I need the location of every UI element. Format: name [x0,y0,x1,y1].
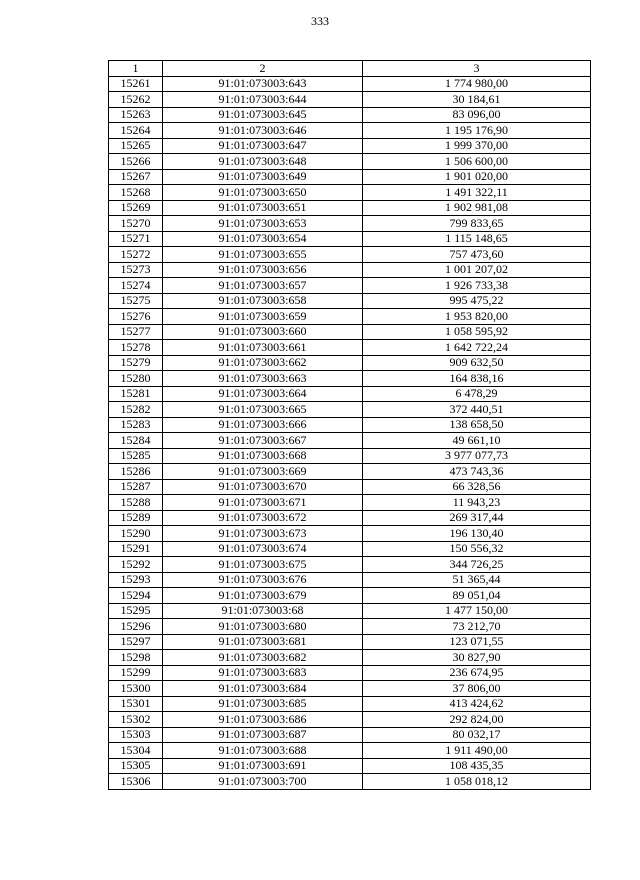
value-cell: 49 661,10 [363,433,591,449]
cadastral-number-cell: 91:01:073003:650 [163,185,363,201]
table-row [109,433,591,449]
table-row [109,479,591,495]
table-row [109,603,591,619]
value-cell: 269 317,44 [363,510,591,526]
cadastral-number-cell: 91:01:073003:700 [163,774,363,790]
value-cell: 757 473,60 [363,247,591,263]
cadastral-number-cell: 91:01:073003:686 [163,712,363,728]
cadastral-number-cell: 91:01:073003:671 [163,495,363,511]
row-number-cell: 15290 [109,526,163,542]
row-number-cell: 15281 [109,386,163,402]
cadastral-number-cell: 91:01:073003:681 [163,634,363,650]
row-number-cell: 15265 [109,138,163,154]
row-number-cell: 15275 [109,293,163,309]
table-row [109,309,591,325]
value-cell: 1 642 722,24 [363,340,591,356]
page-number: 333 [311,14,329,28]
value-cell: 372 440,51 [363,402,591,418]
cadastral-number-cell: 91:01:073003:669 [163,464,363,480]
cadastral-number-cell: 91:01:073003:654 [163,231,363,247]
value-cell: 1 902 981,08 [363,200,591,216]
table-row [109,231,591,247]
cadastral-number-cell: 91:01:073003:643 [163,76,363,92]
cadastral-number-cell: 91:01:073003:653 [163,216,363,232]
row-number-cell: 15299 [109,665,163,681]
table-row [109,278,591,294]
row-number-cell: 15286 [109,464,163,480]
row-number-cell: 15302 [109,712,163,728]
row-number-cell: 15267 [109,169,163,185]
value-cell: 164 838,16 [363,371,591,387]
table-row [109,138,591,154]
cadastral-number-cell: 91:01:073003:663 [163,371,363,387]
row-number-cell: 15261 [109,76,163,92]
row-number-cell: 15293 [109,572,163,588]
cadastral-number-cell: 91:01:073003:683 [163,665,363,681]
table-row [109,92,591,108]
column-header-3: 3 [363,61,591,77]
table-body [109,76,591,789]
row-number-cell: 15269 [109,200,163,216]
cadastral-number-cell: 91:01:073003:668 [163,448,363,464]
table-row [109,727,591,743]
table-row [109,448,591,464]
table-row [109,572,591,588]
cadastral-number-cell: 91:01:073003:664 [163,386,363,402]
cadastral-number-cell: 91:01:073003:674 [163,541,363,557]
column-header-2: 2 [163,61,363,77]
row-number-cell: 15273 [109,262,163,278]
table-row [109,758,591,774]
table-row [109,650,591,666]
row-number-cell: 15263 [109,107,163,123]
value-cell: 3 977 077,73 [363,448,591,464]
cadastral-number-cell: 91:01:073003:687 [163,727,363,743]
row-number-cell: 15301 [109,696,163,712]
row-number-cell: 15292 [109,557,163,573]
table-row [109,169,591,185]
row-number-cell: 15291 [109,541,163,557]
cadastral-number-cell: 91:01:073003:655 [163,247,363,263]
cadastral-number-cell: 91:01:073003:685 [163,696,363,712]
row-number-cell: 15300 [109,681,163,697]
value-cell: 89 051,04 [363,588,591,604]
table-row [109,712,591,728]
row-number-cell: 15306 [109,774,163,790]
table-row [109,526,591,542]
value-cell: 123 071,55 [363,634,591,650]
table-row [109,123,591,139]
cadastral-number-cell: 91:01:073003:657 [163,278,363,294]
table-row [109,107,591,123]
value-cell: 1 195 176,90 [363,123,591,139]
value-cell: 473 743,36 [363,464,591,480]
table-row [109,386,591,402]
column-header-1: 1 [109,61,163,77]
cadastral-number-cell: 91:01:073003:667 [163,433,363,449]
table-row [109,154,591,170]
cadastral-number-cell: 91:01:073003:672 [163,510,363,526]
cadastral-number-cell: 91:01:073003:666 [163,417,363,433]
cadastral-number-cell: 91:01:073003:670 [163,479,363,495]
row-number-cell: 15304 [109,743,163,759]
value-cell: 236 674,95 [363,665,591,681]
row-number-cell: 15266 [109,154,163,170]
value-cell: 1 901 020,00 [363,169,591,185]
table-row [109,634,591,650]
table-header [109,61,591,77]
cadastral-number-cell: 91:01:073003:68 [163,603,363,619]
cadastral-number-cell: 91:01:073003:644 [163,92,363,108]
row-number-cell: 15278 [109,340,163,356]
cadastral-number-cell: 91:01:073003:660 [163,324,363,340]
table-row [109,371,591,387]
table-row [109,743,591,759]
value-cell: 1 953 820,00 [363,309,591,325]
row-number-cell: 15284 [109,433,163,449]
table-row [109,495,591,511]
header-row [109,61,591,77]
value-cell: 108 435,35 [363,758,591,774]
cadastral-number-cell: 91:01:073003:691 [163,758,363,774]
value-cell: 80 032,17 [363,727,591,743]
table-row [109,541,591,557]
value-cell: 1 115 148,65 [363,231,591,247]
value-cell: 799 833,65 [363,216,591,232]
row-number-cell: 15287 [109,479,163,495]
value-cell: 150 556,32 [363,541,591,557]
value-cell: 413 424,62 [363,696,591,712]
value-cell: 995 475,22 [363,293,591,309]
row-number-cell: 15271 [109,231,163,247]
row-number-cell: 15288 [109,495,163,511]
row-number-cell: 15264 [109,123,163,139]
value-cell: 51 365,44 [363,572,591,588]
table-row [109,774,591,790]
table-row [109,696,591,712]
row-number-cell: 15270 [109,216,163,232]
row-number-cell: 15305 [109,758,163,774]
value-cell: 196 130,40 [363,526,591,542]
row-number-cell: 15276 [109,309,163,325]
row-number-cell: 15274 [109,278,163,294]
cadastral-number-cell: 91:01:073003:661 [163,340,363,356]
table-row [109,185,591,201]
cadastral-number-cell: 91:01:073003:647 [163,138,363,154]
value-cell: 1 999 370,00 [363,138,591,154]
table-row [109,557,591,573]
cadastral-number-cell: 91:01:073003:679 [163,588,363,604]
cadastral-number-cell: 91:01:073003:648 [163,154,363,170]
value-cell: 1 001 207,02 [363,262,591,278]
table-row [109,417,591,433]
cadastral-number-cell: 91:01:073003:673 [163,526,363,542]
value-cell: 1 477 150,00 [363,603,591,619]
table-row [109,588,591,604]
table-row [109,464,591,480]
row-number-cell: 15277 [109,324,163,340]
cadastral-number-cell: 91:01:073003:675 [163,557,363,573]
value-cell: 73 212,70 [363,619,591,635]
table-row [109,340,591,356]
cadastral-number-cell: 91:01:073003:659 [163,309,363,325]
value-cell: 11 943,23 [363,495,591,511]
table-row [109,510,591,526]
table-row [109,293,591,309]
cadastral-number-cell: 91:01:073003:646 [163,123,363,139]
row-number-cell: 15272 [109,247,163,263]
cadastral-number-cell: 91:01:073003:676 [163,572,363,588]
table-row [109,247,591,263]
table-row [109,665,591,681]
row-number-cell: 15294 [109,588,163,604]
cadastral-number-cell: 91:01:073003:645 [163,107,363,123]
cadastral-number-cell: 91:01:073003:658 [163,293,363,309]
value-cell: 1 058 018,12 [363,774,591,790]
value-cell: 1 491 322,11 [363,185,591,201]
value-cell: 292 824,00 [363,712,591,728]
cadastral-number-cell: 91:01:073003:651 [163,200,363,216]
table-row [109,200,591,216]
value-cell: 1 926 733,38 [363,278,591,294]
cadastral-number-cell: 91:01:073003:665 [163,402,363,418]
cadastral-number-cell: 91:01:073003:680 [163,619,363,635]
table-row [109,324,591,340]
row-number-cell: 15285 [109,448,163,464]
value-cell: 1 774 980,00 [363,76,591,92]
registry-table [108,60,591,790]
table-row [109,681,591,697]
table-row [109,355,591,371]
value-cell: 138 658,50 [363,417,591,433]
cadastral-number-cell: 91:01:073003:688 [163,743,363,759]
cadastral-number-cell: 91:01:073003:682 [163,650,363,666]
value-cell: 30 827,90 [363,650,591,666]
row-number-cell: 15297 [109,634,163,650]
row-number-cell: 15295 [109,603,163,619]
table-row [109,619,591,635]
value-cell: 344 726,25 [363,557,591,573]
row-number-cell: 15268 [109,185,163,201]
value-cell: 83 096,00 [363,107,591,123]
cadastral-number-cell: 91:01:073003:649 [163,169,363,185]
value-cell: 6 478,29 [363,386,591,402]
cadastral-number-cell: 91:01:073003:662 [163,355,363,371]
value-cell: 1 506 600,00 [363,154,591,170]
cadastral-number-cell: 91:01:073003:684 [163,681,363,697]
value-cell: 909 632,50 [363,355,591,371]
row-number-cell: 15289 [109,510,163,526]
cadastral-number-cell: 91:01:073003:656 [163,262,363,278]
row-number-cell: 15296 [109,619,163,635]
row-number-cell: 15283 [109,417,163,433]
table-row [109,402,591,418]
table-row [109,216,591,232]
row-number-cell: 15280 [109,371,163,387]
table-row [109,262,591,278]
value-cell: 1 911 490,00 [363,743,591,759]
value-cell: 66 328,56 [363,479,591,495]
value-cell: 37 806,00 [363,681,591,697]
row-number-cell: 15303 [109,727,163,743]
value-cell: 30 184,61 [363,92,591,108]
value-cell: 1 058 595,92 [363,324,591,340]
row-number-cell: 15282 [109,402,163,418]
table-row [109,76,591,92]
row-number-cell: 15279 [109,355,163,371]
row-number-cell: 15298 [109,650,163,666]
row-number-cell: 15262 [109,92,163,108]
